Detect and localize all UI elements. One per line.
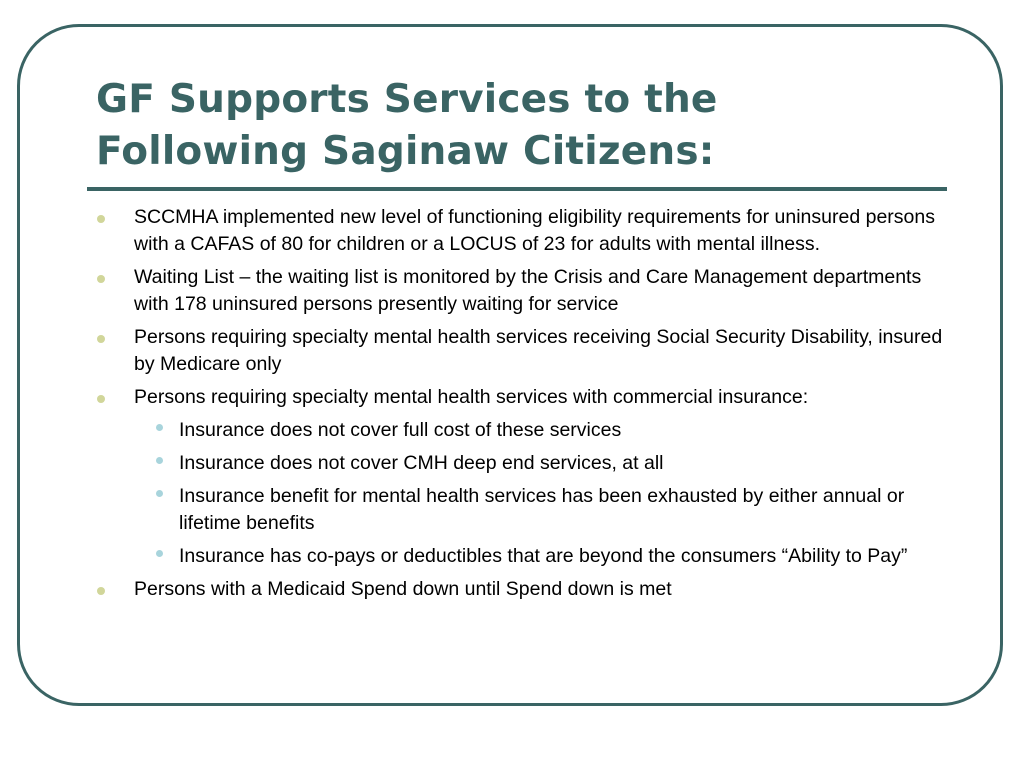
sub-bullet-dot-icon [156,457,163,464]
bullet-text: SCCMHA implemented new level of functioning eligibility requirements for uninsured persons with a CAFAS of 80 for children or a LOCUS of 23 for adults with mental illness. [134,206,935,255]
sub-bullet-item [140,483,946,537]
sub-bullet-dot-icon [156,490,163,497]
sub-bullet-item [140,417,946,444]
title-line-1: GF Supports Services to the [96,77,718,122]
bullet-dot-icon [97,395,105,403]
title-line-2: Following Saginaw Citizens: [96,129,715,174]
bullet-text: Persons requiring specialty mental health services receiving Social Security Disability, insured by Medicare only [134,326,943,375]
bullet-dot-icon [97,335,105,343]
sub-bullet-item [140,450,946,477]
bullet-item [96,324,946,378]
sub-bullet-list [140,417,946,570]
bullet-item [96,384,946,570]
bullet-list [96,204,946,603]
sub-bullet-dot-icon [156,424,163,431]
bullet-text: Persons with a Medicaid Spend down until Spend down is met [134,578,672,600]
sub-bullet-text: Insurance does not cover CMH deep end services, at all [179,452,664,474]
bullet-dot-icon [97,275,105,283]
sub-bullet-item [140,543,946,570]
sub-bullet-text: Insurance does not cover full cost of these services [179,419,622,441]
bullet-item [96,264,946,318]
bullet-dot-icon [97,215,105,223]
slide-title [96,74,956,178]
bullet-dot-icon [97,587,105,595]
bullet-text: Persons requiring specialty mental health services with commercial insurance: [134,386,809,408]
slide-body [96,204,946,609]
bullet-item [96,576,946,603]
bullet-item [96,204,946,258]
sub-bullet-text: Insurance benefit for mental health services has been exhausted by either annual or lifetime benefits [179,485,905,534]
sub-bullet-dot-icon [156,550,163,557]
sub-bullet-text: Insurance has co-pays or deductibles that are beyond the consumers “Ability to Pay” [179,545,908,567]
title-divider [87,187,947,191]
bullet-text: Waiting List – the waiting list is monitored by the Crisis and Care Management departments with 178 uninsured persons presently waiting for service [134,266,922,315]
